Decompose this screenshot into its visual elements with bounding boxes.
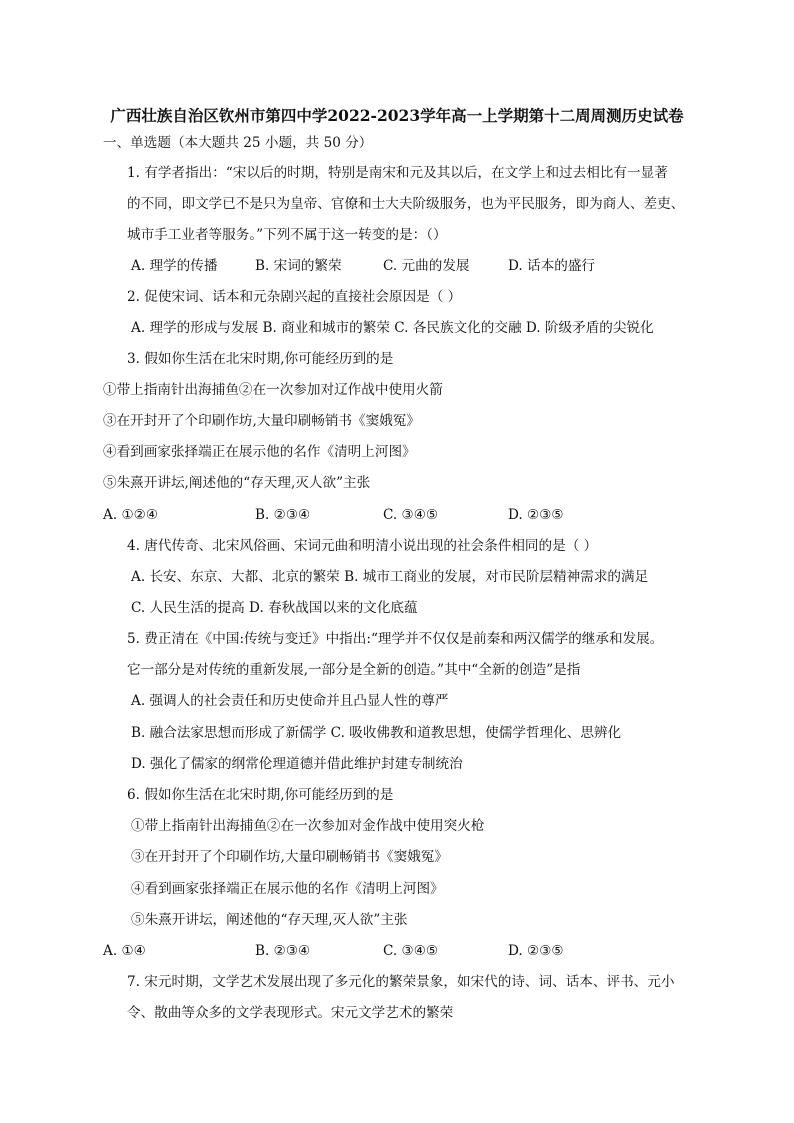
exam-title: 广西壮族自治区钦州市第四中学2022-2023学年高一上学期第十二周周测历史试卷 [110, 106, 684, 125]
question-4-options-2: C. 人民生活的提高 D. 春秋战国以来的文化底蕴 [131, 600, 418, 616]
question-1-option-d: D. 话本的盛行 [508, 258, 596, 274]
question-3-option-a: A. ①②④ [103, 507, 159, 523]
question-1-line-3: 城市手工业者等服务。”下列不属于这一转变的是：（） [127, 227, 447, 243]
question-5-line-2: 它一部分是对传统的重新发展,一部分是全新的创造。”其中“全新的创造”是指 [127, 662, 581, 678]
question-5-line-1: 5. 费正清在《中国:传统与变迁》中指出:“理学并不仅仅是前秦和两汉儒学的继承和发展。 [127, 631, 664, 647]
question-6-option-d: D. ②③⑤ [508, 943, 564, 959]
question-1-line-2: 的不同，即文学已不是只为皇帝、官僚和士大夫阶级服务，也为平民服务，即为商人、差吏、 [127, 196, 685, 212]
question-1-line-1: 1. 有学者指出：“宋以后的时期，特别是南宋和元及其以后，在文学上和过去相比有一显著 [127, 165, 668, 181]
question-2-options: A. 理学的形成与发展 B. 商业和城市的繁荣 C. 各民族文化的交融 D. 阶级矛盾的尖锐化 [131, 320, 654, 336]
question-3-item-1: ①带上指南针出海捕鱼②在一次参加对辽作战中使用火箭 [103, 382, 443, 398]
question-5-option-d: D. 强化了儒家的纲常伦理道德并借此维护封建专制统治 [131, 756, 463, 772]
question-3-option-c: C. ③④⑤ [383, 507, 439, 523]
question-3-item-4: ⑤朱熹开讲坛,阐述他的“存天理,灭人欲”主张 [103, 475, 371, 491]
question-1-option-b: B. 宋词的繁荣 [255, 258, 342, 274]
question-1-option-a: A. 理学的传播 [131, 258, 218, 274]
question-5-option-a: A. 强调人的社会责任和历史使命并且凸显人性的尊严 [131, 693, 449, 709]
question-6-item-2: ③在开封开了个印刷作坊,大量印刷畅销书《窦娥冤》 [131, 849, 448, 865]
section-heading: 一、单选题（本大题共 25 小题，共 50 分） [103, 135, 373, 151]
question-6-option-b: B. ②③④ [255, 943, 311, 959]
question-1-option-c: C. 元曲的发展 [383, 258, 470, 274]
question-6-option-c: C. ③④⑤ [383, 943, 439, 959]
question-7-line-1: 7. 宋元时期，文学艺术发展出现了多元化的繁荣景象，如宋代的诗、词、话本、评书、元小 [127, 974, 675, 990]
question-2-line-1: 2. 促使宋词、话本和元杂剧兴起的直接社会原因是（ ） [127, 289, 462, 305]
question-6-option-a: A. ①④ [103, 943, 146, 959]
question-6-item-3: ④看到画家张择端正在展示他的名作《清明上河图》 [131, 881, 444, 897]
question-6-item-1: ①带上指南针出海捕鱼②在一次参加对金作战中使用突火枪 [131, 818, 485, 834]
question-3-line-1: 3. 假如你生活在北宋时期,你可能经历到的是 [127, 351, 394, 367]
question-3-item-3: ④看到画家张择端正在展示他的名作《清明上河图》 [103, 444, 416, 460]
question-4-line-1: 4. 唐代传奇、北宋风俗画、宋词元曲和明清小说出现的社会条件相同的是（ ） [127, 538, 598, 554]
question-6-item-4: ⑤朱熹开讲坛，阐述他的“存天理,灭人欲”主张 [131, 912, 408, 928]
question-4-options-1: A. 长安、东京、大都、北京的繁荣 B. 城市工商业的发展，对市民阶层精神需求的满足 [131, 569, 649, 585]
question-3-item-2: ③在开封开了个印刷作坊,大量印刷畅销书《窦娥冤》 [103, 413, 420, 429]
question-3-option-b: B. ②③④ [255, 507, 311, 523]
question-3-option-d: D. ②③⑤ [508, 507, 564, 523]
question-7-line-2: 令、散曲等众多的文学表现形式。宋元文学艺术的繁荣 [127, 1005, 454, 1021]
question-5-option-bc: B. 融合法家思想而形成了新儒学 C. 吸收佛教和道教思想，使儒学哲理化、思辨化 [131, 725, 622, 741]
question-6-line-1: 6. 假如你生活在北宋时期,你可能经历到的是 [127, 787, 394, 803]
